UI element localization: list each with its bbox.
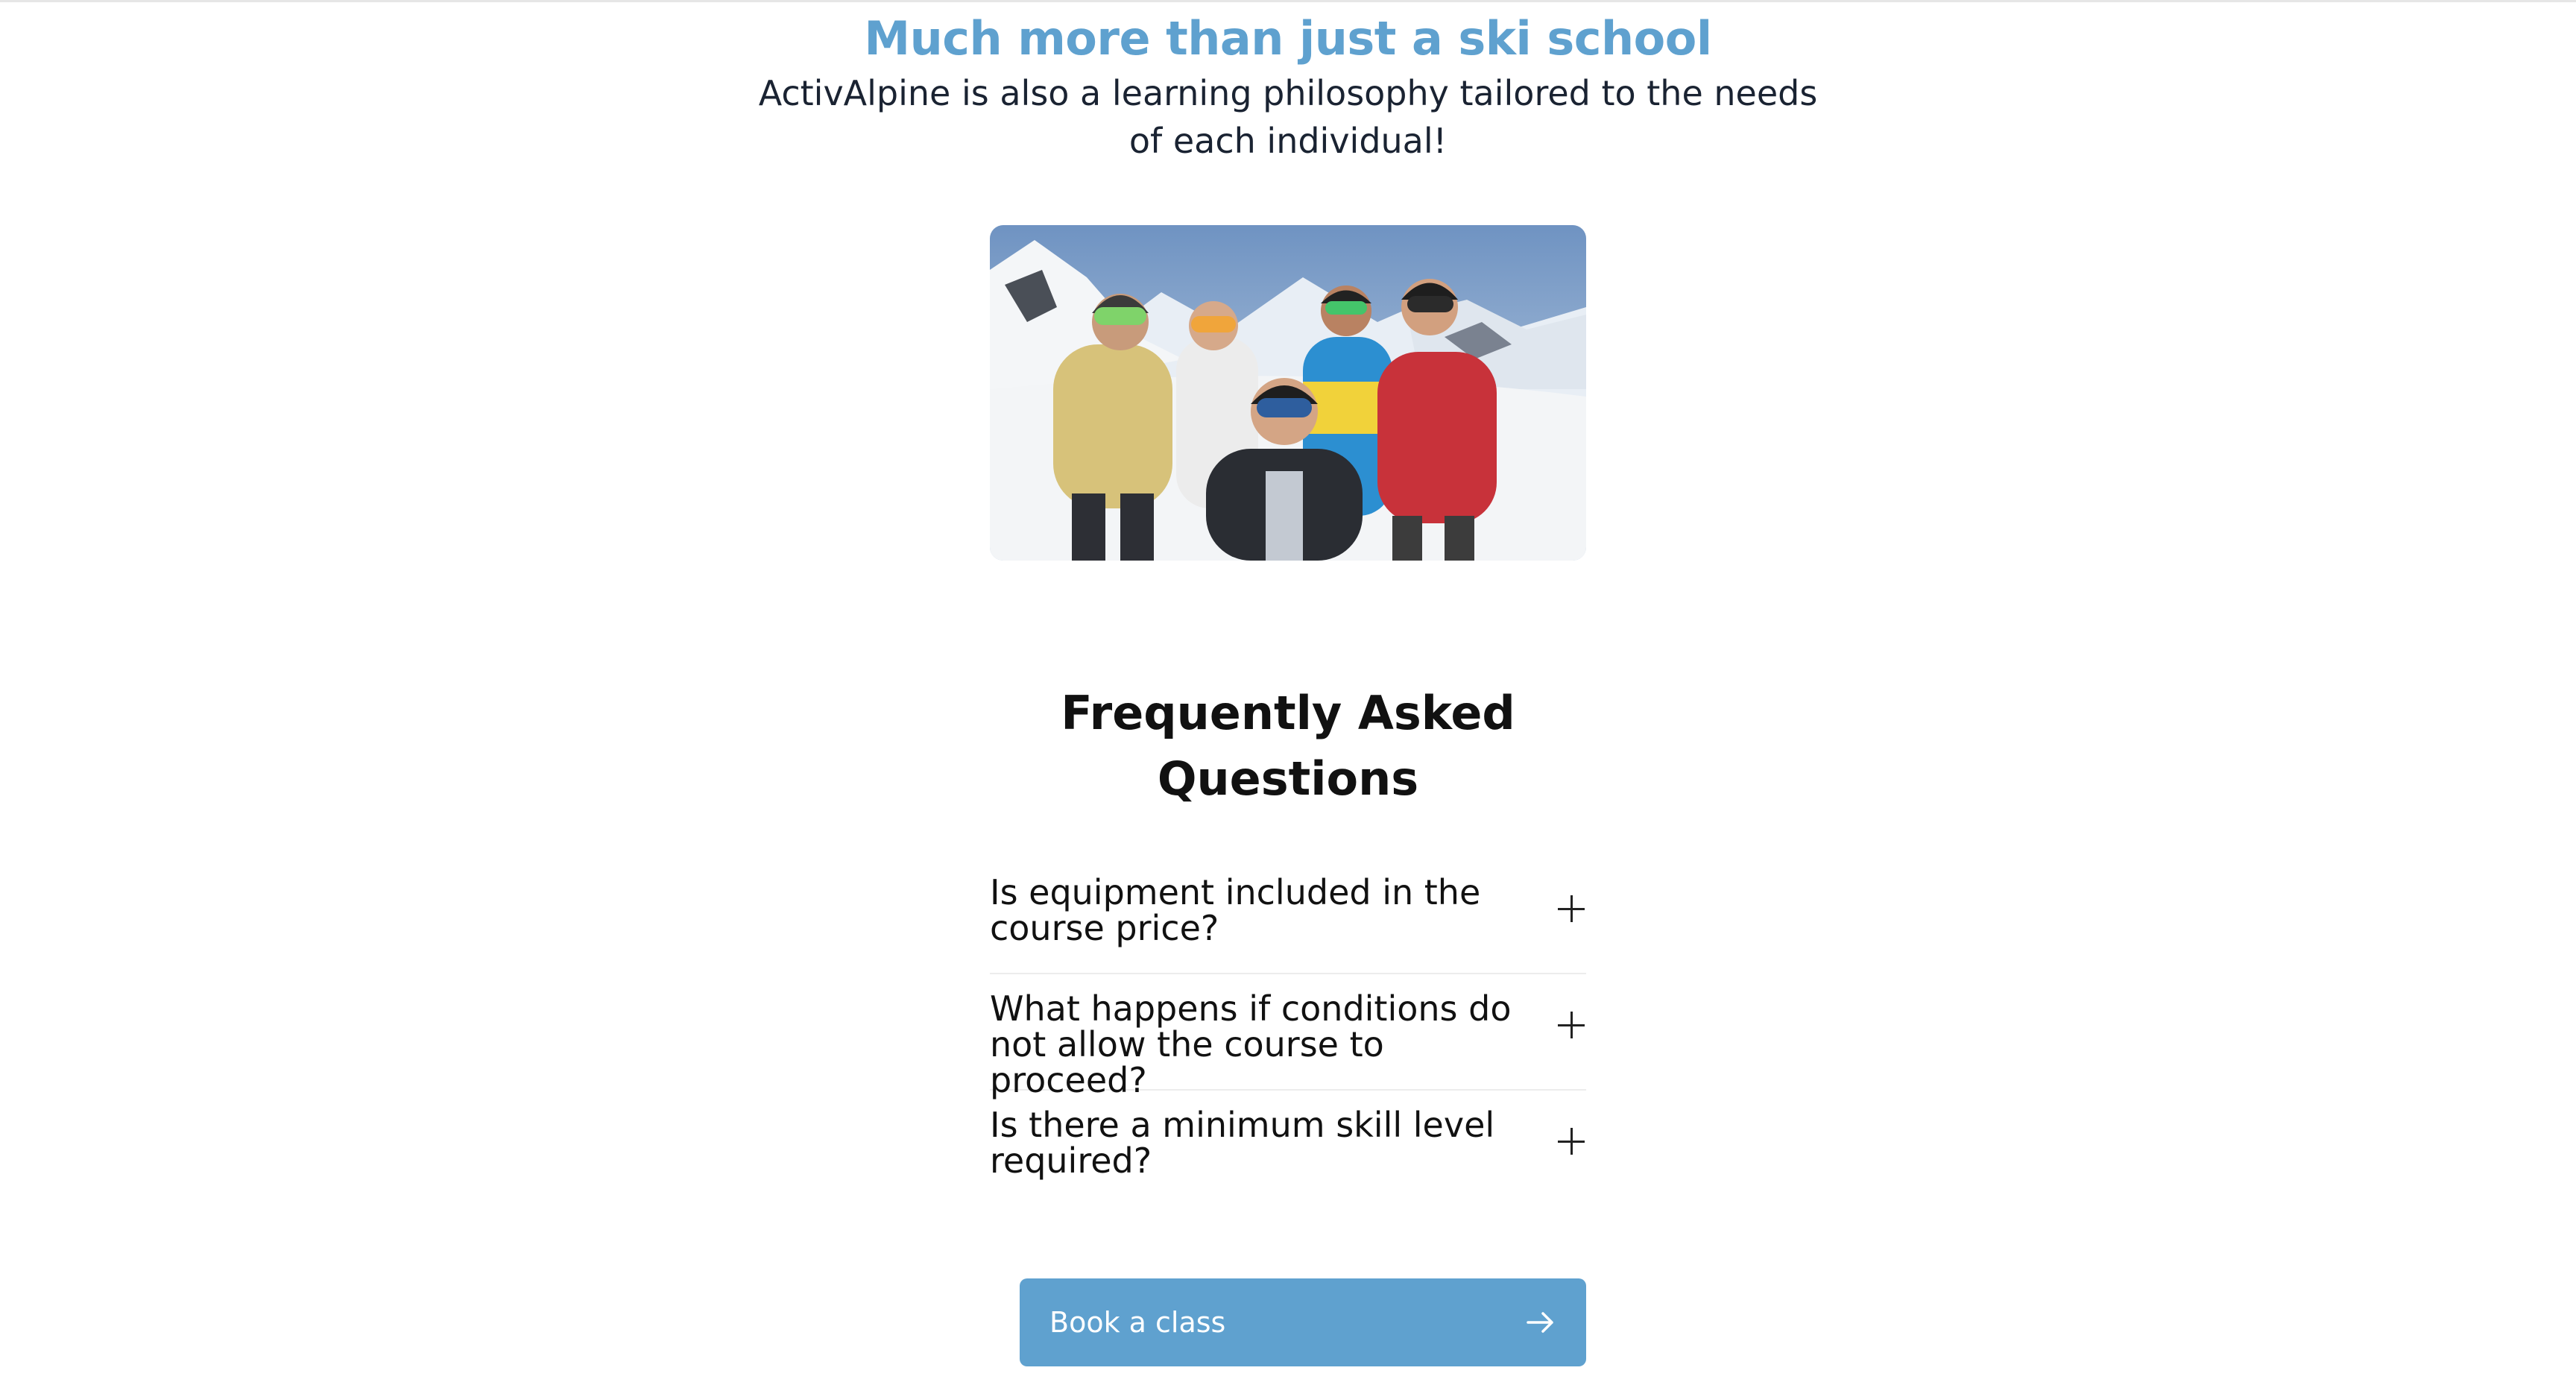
plus-icon[interactable] bbox=[1556, 1126, 1586, 1156]
hero-title: Much more than just a ski school bbox=[864, 11, 1712, 66]
plus-icon[interactable] bbox=[1556, 894, 1586, 924]
faq-title: Frequently Asked Questions bbox=[1061, 686, 1515, 806]
faq-item[interactable] bbox=[990, 1091, 1586, 1207]
book-class-button[interactable] bbox=[1020, 1278, 1586, 1366]
faq-list bbox=[990, 858, 1586, 1207]
faq-question: Is there a minimum skill level required? bbox=[990, 1105, 1495, 1181]
hero-subtitle: ActivAlpine is also a learning philosophy tailored to the needs of each individual! bbox=[758, 73, 1818, 161]
plus-icon[interactable] bbox=[1556, 1010, 1586, 1040]
arrow-right-icon bbox=[1525, 1307, 1556, 1338]
faq-question: What happens if conditions do not allow the course to proceed? bbox=[990, 988, 1512, 1100]
faq-item[interactable] bbox=[990, 858, 1586, 974]
book-class-label: Book a class bbox=[1049, 1306, 1226, 1339]
faq-item[interactable] bbox=[990, 974, 1586, 1100]
group-photo bbox=[990, 225, 1586, 561]
faq-question: Is equipment included in the course price? bbox=[990, 872, 1481, 948]
